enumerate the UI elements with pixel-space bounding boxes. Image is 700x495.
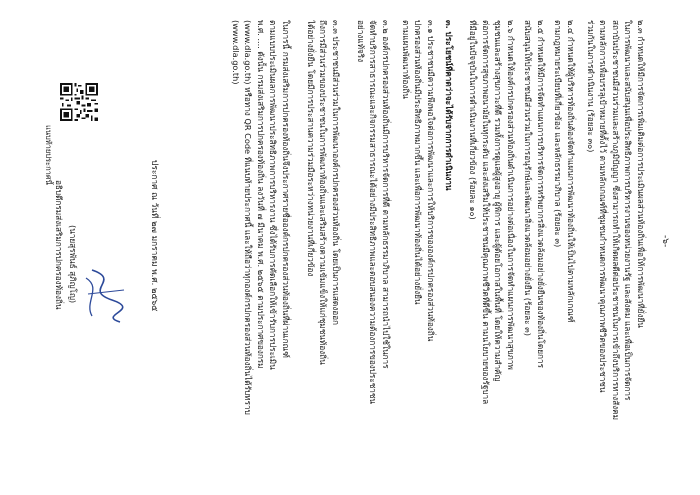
text-line: ที่มีอยู่ในปัจจุบันในการดำเนินงานที่เกี่ยวข้อง (ร้อยละ ๑๐) bbox=[468, 20, 479, 220]
text-line: ๓.๑ ประชาชนมีความพึงพอใจต่อการพัฒนาและการให้บริการขององค์กรปกครองส่วนท้องถิ่น bbox=[426, 20, 436, 342]
text-line: ตามหลักการเพื่อบรรลุเป้าหมายที่ตั้งไว้ ตามหลักเกณฑ์ที่ชุมชนกำหนดการพัฒนาคุณภาพชีวิตของประชาชน bbox=[598, 20, 609, 393]
text-line: ๒.๖ กำหนดให้องค์กรปกครองส่วนท้องถิ่นดำเนินการอย่างต่อเนื่องในการจัดทำแผนการพัฒนาสุขภาพ bbox=[506, 20, 516, 370]
text-line: ๒.๔ กำหนดให้ผู้บริหารท้องถิ่นต้องจัดทำแผนการพัฒนาท้องถิ่นให้เป็นไปตามหลักเกณฑ์ bbox=[566, 20, 576, 323]
qr-code-icon[interactable] bbox=[60, 83, 98, 121]
paragraph-2-6 bbox=[467, 20, 517, 475]
signer-title: อธิบดีกรมส่งเสริมการปกครองท้องถิ่น bbox=[54, 180, 64, 310]
text-line: พ.ศ. .... ดังนั้น กรมส่งเสริมการปกครองท้องถิ่น ลงวันที่ ๗ มีนาคม พ.ศ. ๒๕๖๕ ตามประกาศของกรม bbox=[255, 20, 266, 369]
text-line: สถาบันประชาชนมีส่วนร่วมและสร้างภูมิปัญญา ซึ่งสามารถทำให้เกิดผลดีต่อประชาชนในการเข้าถึงบริการทางสังคม bbox=[610, 20, 621, 420]
paragraph-3-2 bbox=[354, 20, 392, 475]
text-line: ๓.๓ ประชาชนมีส่วนร่วมในการพัฒนาองค์กรปกครองส่วนท้องถิ่น โดยเป็นการแสดงออก bbox=[331, 20, 341, 326]
signature-image bbox=[77, 260, 132, 330]
signer-name: (นายสุรพันธ์ สุภิญโญ) bbox=[68, 225, 78, 304]
text-line: จัดทำบริการสาธารณะและกิจกรรมสาธารณะได้อย่างมีประสิทธิภาพและตอบสนองความต้องการของประชาชน bbox=[368, 20, 379, 405]
text-line: ๒.๕ กำหนดให้มีการจัดทำแผนการบริหารจัดการทรัพยากรสิ่งแวดล้อมอย่างยั่งยืนของท้องถิ่นโดยการ bbox=[536, 20, 546, 368]
paragraph-announcement bbox=[229, 20, 292, 475]
text-line: ร่วมกันในการดำเนินงาน (ร้อยละ ๓๐) bbox=[585, 20, 596, 153]
text-line: ได้อย่างยั่งยืน โดยมีการประสานความร่วมมือระหว่างหน่วยงานที่เกี่ยวข้อง bbox=[305, 20, 316, 277]
paragraph-2-3 bbox=[584, 20, 647, 475]
paragraph-2-4 bbox=[552, 20, 577, 475]
text-line: ในการพัฒนาและสนับสนุนเพื่อประสิทธิภาพการบริหารงานของหน่วยงานรัฐ และสังคม และเพื่อเป็นการจัดการ bbox=[623, 20, 634, 401]
text-line: ต่อการจัดการสุขภาพอนามัยในทุกระดับ และส่งเสริมให้ประชาชนมีคุณภาพชีวิตที่ดีขึ้น ตามนโยบายของรัฐบาล bbox=[480, 20, 491, 405]
text-line: ตามแผนพัฒนาท้องถิ่น bbox=[400, 20, 411, 99]
paragraph-3-3 bbox=[304, 20, 342, 475]
text-line: ชุมชนและสร้างสุขภาวะที่ดี รวมทั้งการดูแลผู้สูงอายุ ผู้พิการ และผู้ด้อยโอกาสในพื้นที่ โดยให้ความสำคัญ bbox=[493, 20, 504, 382]
section-heading-3 bbox=[442, 20, 455, 475]
text-line: ๓. ประโยชน์ที่คาดว่าจะได้รับจากการดำเนินงาน bbox=[444, 20, 454, 191]
announce-date: ประกาศ ณ วันที่ ๒๗ มกราคม พ.ศ. ๒๕๖๕ bbox=[150, 160, 160, 312]
text-line: ถึงการมีส่วนร่วมของประชาชนในการพัฒนาท้องถิ่นและเสริมสร้างความเข้มแข็งให้แก่ชุมชนท้องถิ่น bbox=[318, 20, 329, 365]
text-line: ตามแบบประเมินผลการพัฒนาประสิทธิภาพการบริหารงาน ซึ่งได้รับการคัดเลือกให้เข้ารับการประเมิน bbox=[268, 20, 279, 370]
text-line: (www.dla.go.th) bbox=[230, 20, 241, 85]
text-line: ๒.๓ กำหนดให้มีการจัดการเพิ่มเติมต่อการประเมินผลส่วนท้องถิ่นเพื่อให้การพัฒนาที่ยั่งยืน bbox=[636, 20, 646, 328]
paragraph-3-1 bbox=[399, 20, 437, 475]
text-line: (www.dla.go.th) หรือทาง QR Code ที่แนบท้ายประกาศนี้ และให้ถือว่าทุกองค์กรปกครองส่วนท้องถิ่นได้รับทราบ bbox=[243, 20, 254, 415]
rotated-document bbox=[32, 10, 677, 485]
text-line: สนับสนุนให้ประชาชนมีส่วนร่วมในการอนุรักษ์และพัฒนาสิ่งแวดล้อมอย่างยั่งยืน (ร้อยละ ๓) bbox=[523, 20, 534, 336]
page-number: -๖- bbox=[660, 235, 670, 248]
text-line: อย่างแท้จริง bbox=[355, 20, 366, 63]
text-line: ปกครองส่วนท้องถิ่นมีประสิทธิภาพมากขึ้น และเพื่อการพัฒนาท้องถิ่นได้อย่างยั่งยืน bbox=[413, 20, 424, 305]
text-line: ๓.๒ องค์กรปกครองส่วนท้องถิ่นมีการบริหารจัดการที่ดี ตามหลักธรรมาภิบาล สามารถนำไปใช้ในการ bbox=[381, 20, 391, 369]
qr-caption: แนบท้ายประกาศนี้ bbox=[44, 125, 53, 185]
paragraph-2-5 bbox=[522, 20, 547, 475]
text-line: ตามกฎหมายระเบียบที่เกี่ยวข้อง และหลักธรรมาภิบาล (ร้อยละ ๓) bbox=[553, 20, 564, 248]
text-line: ในการนี้ กรมส่งเสริมการปกครองท้องถิ่นจึงประกาศรายชื่อองค์กรปกครองส่วนท้องถิ่นที่ผ่านเกณฑ์ bbox=[281, 20, 291, 358]
